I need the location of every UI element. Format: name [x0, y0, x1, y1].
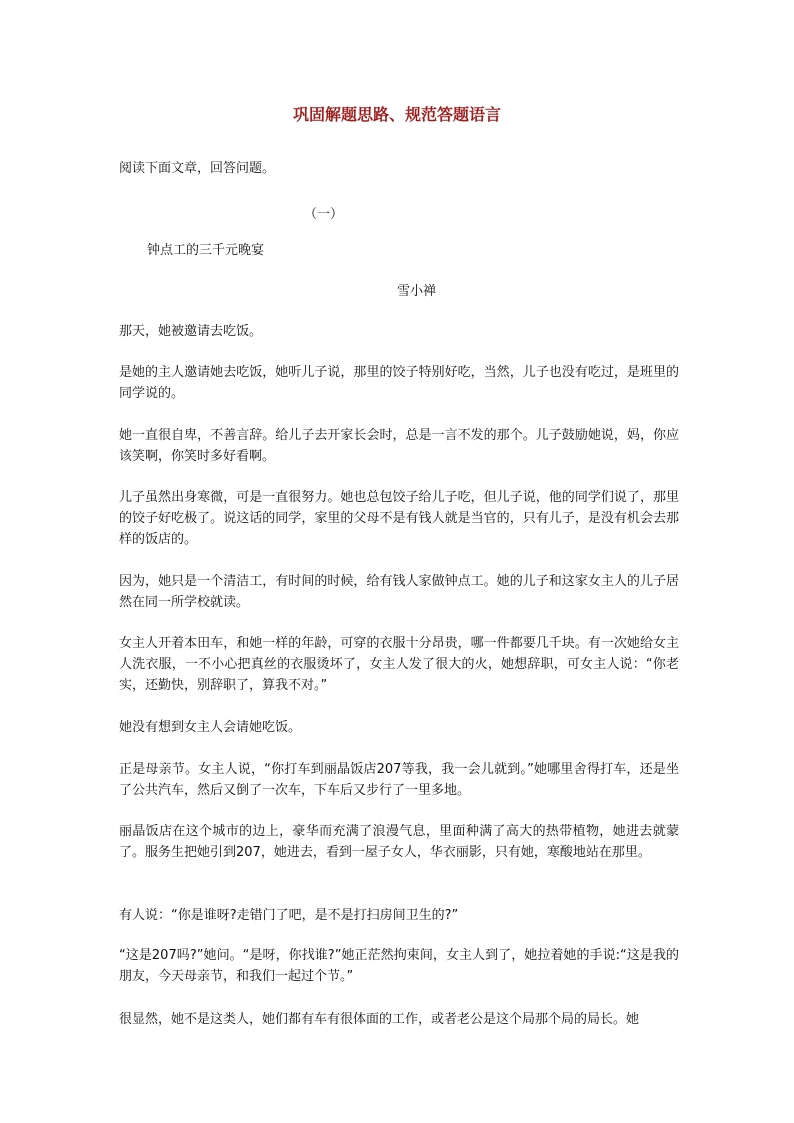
- paragraph: 女主人开着本田车，和她一样的年龄，可穿的衣服十分昂贵，哪一件都要几千块。有一次她给女主人洗衣服，一不小心把真丝的衣服烫坏了，女主人发了很大的火，她想辞职，可女主人说：“你老实，还勤快，别辞职了，算我不对。”: [119, 636, 679, 693]
- paragraph: 是她的主人邀请她去吃饭，她听儿子说，那里的饺子特别好吃，当然，儿子也没有吃过，是班里的同学说的。: [119, 365, 679, 401]
- intro-text: 阅读下面文章，回答问题。: [119, 161, 276, 176]
- paragraph: 她一直很自卑，不善言辞。给儿子去开家长会时，总是一言不发的那个。儿子鼓励她说，妈，你应该笑啊，你笑时多好看啊。: [119, 428, 679, 464]
- paragraph: 她没有想到女主人会请她吃饭。: [119, 720, 302, 735]
- paragraph: 正是母亲节。女主人说，“你打车到丽晶饭店207等我，我一会儿就到。”她哪里舍得打车，还是坐了公共汽车，然后又倒了一次车，下车后又步行了一里多地。: [119, 762, 679, 798]
- paragraph: “这是207吗?”她问。“是呀，你找谁?”她正茫然拘束间，女主人到了，她拉着她的手说:“这是我的朋友，今天母亲节，和我们一起过个节。”: [119, 948, 679, 984]
- paragraph: 丽晶饭店在这个城市的边上，豪华而充满了浪漫气息，里面种满了高大的热带植物，她进去就蒙了。服务生把她引到207，她进去，看到一屋子女人，华衣丽影，只有她，寒酸地站在那里。: [119, 824, 679, 860]
- paragraph: 那天，她被邀请去吃饭。: [119, 324, 263, 339]
- section-number: （一）: [304, 207, 344, 222]
- paragraph: 因为，她只是一个清洁工，有时间的时候，给有钱人家做钟点工。她的儿子和这家女主人的儿子居然在同一所学校就读。: [119, 574, 679, 610]
- story-title: 钟点工的三千元晚宴: [147, 243, 265, 258]
- page-title: 巩固解题思路、规范答题语言: [292, 105, 501, 124]
- paragraph: 很显然，她不是这类人，她们都有车有很体面的工作，或者老公是这个局那个局的局长。她: [119, 1012, 640, 1027]
- author-name: 雪小禅: [397, 284, 437, 299]
- paragraph: 有人说：“你是谁呀?走错门了吧，是不是打扫房间卫生的?”: [119, 908, 459, 923]
- paragraph: 儿子虽然出身寒微，可是一直很努力。她也总包饺子给儿子吃，但儿子说，他的同学们说了，那里的饺子好吃极了。说这话的同学，家里的父母不是有钱人就是当官的，只有儿子，是没有机会去那样的饭店的。: [119, 490, 679, 547]
